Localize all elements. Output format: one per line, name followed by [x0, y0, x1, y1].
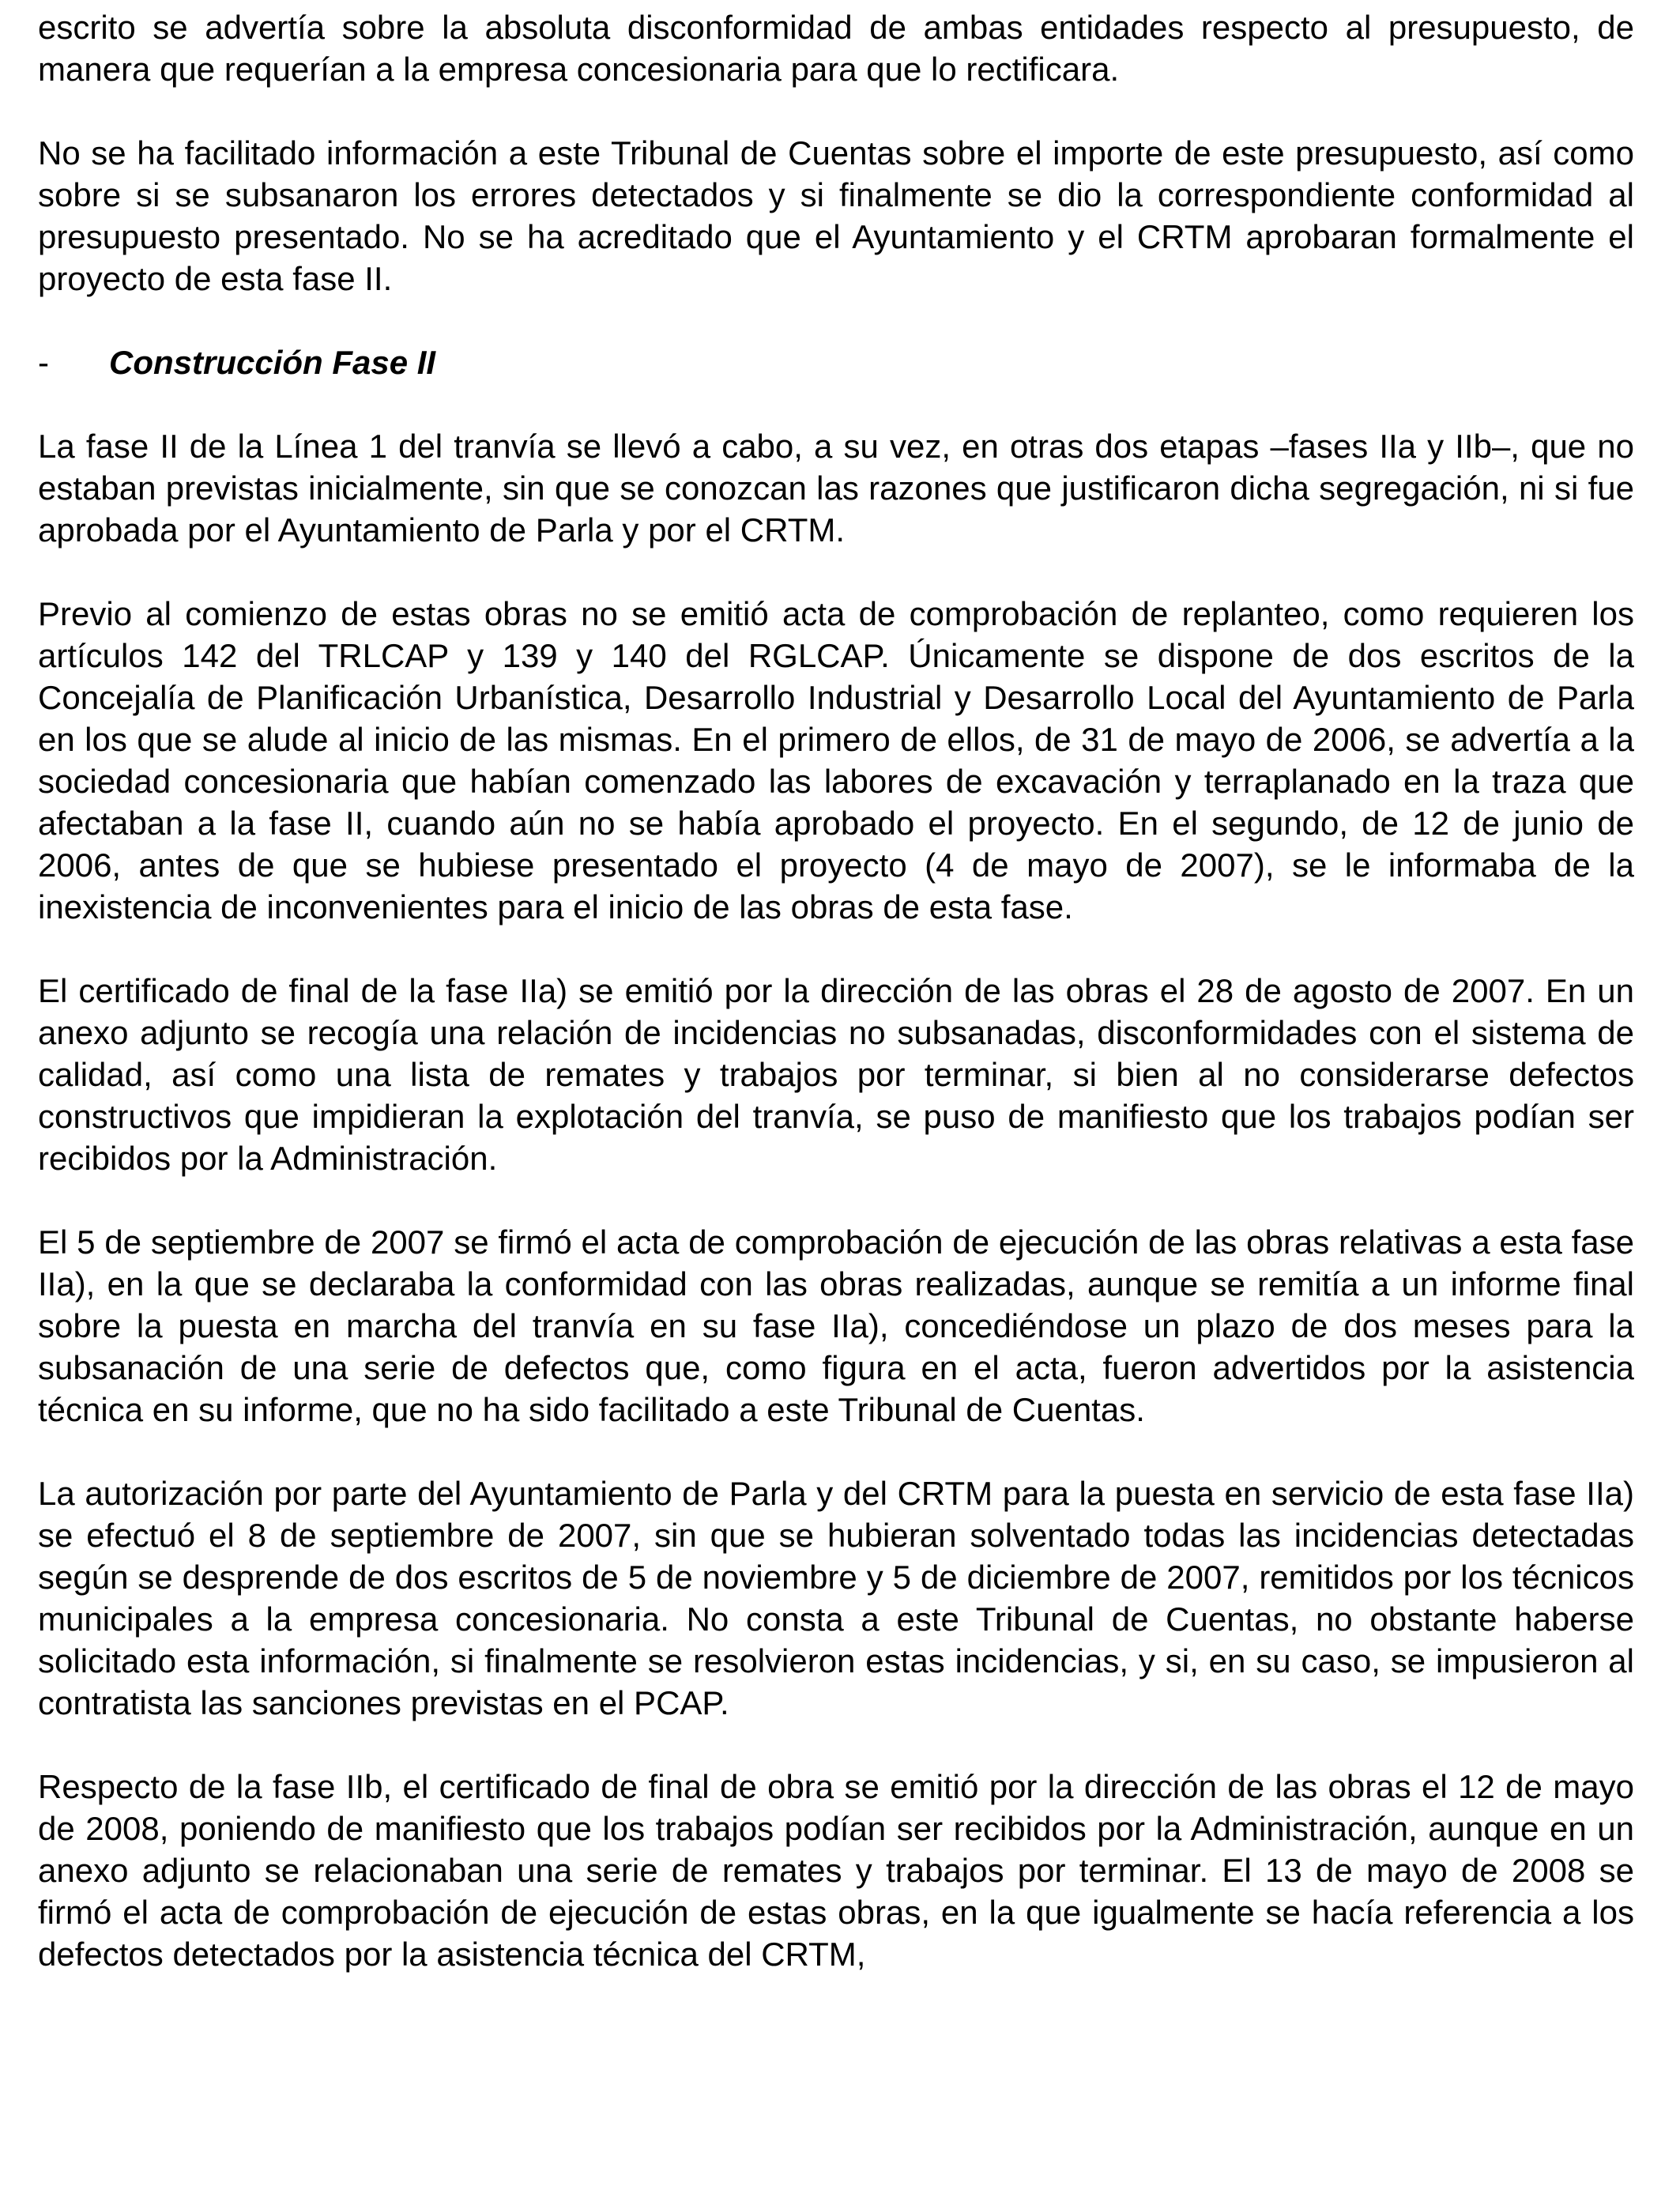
paragraph-budget-disconformity: escrito se advertía sobre la absoluta disconformidad de ambas entidades respecto al presupuesto, de manera que requerían a la empresa concesionaria para que lo rectificara.: [38, 9, 1634, 88]
dash-bullet: -: [38, 344, 49, 381]
paragraph-phase-iib: Respecto de la fase IIb, el certificado de final de obra se emitió por la dirección de las obras el 12 de mayo de 2008, poniendo de manifiesto que los trabajos podían ser recibidos por la Administración, aunque en un anexo adjunto se relacionaban una serie de remates y trabajos por terminar. El 13 de mayo de 2008 se firmó el acta de comprobación de ejecución de estas obras, en la que igualmente se hacía referencia a los defectos detectados por la asistencia técnica del CRTM,: [38, 1768, 1634, 1973]
paragraph-no-replanteo: Previo al comienzo de estas obras no se emitió acta de comprobación de replanteo, como requieren los artículos 142 del TRLCAP y 139 y 140 del RGLCAP. Únicamente se dispone de dos escritos de la Concejalía de Planificación Urbanística, Desarrollo Industrial y Desarrollo Local del Ayuntamiento de Parla en los que se alude al inicio de las mismas. En el primero de ellos, de 31 de mayo de 2006, se advertía a la sociedad concesionaria que habían comenzado las labores de excavación y terraplanado en la traza que afectaban a la fase II, cuando aún no se había aprobado el proyecto. En el segundo, de 12 de junio de 2006, antes de que se hubiese presentado el proyecto (4 de mayo de 2007), se le informaba de la inexistencia de inconvenientes para el inicio de las obras de esta fase.: [38, 595, 1634, 925]
paragraph-acta-iia: El 5 de septiembre de 2007 se firmó el acta de comprobación de ejecución de las obras relativas a esta fase IIa), en la que se declaraba la conformidad con las obras realizadas, aunque se remitía a un informe final sobre la puesta en marcha del tranvía en su fase IIa), concediéndose un plazo de dos meses para la subsanación de una serie de defectos que, como figura en el acta, fueron advertidos por la asistencia técnica en su informe, que no ha sido facilitado a este Tribunal de Cuentas.: [38, 1223, 1634, 1428]
paragraph-phase-split: La fase II de la Línea 1 del tranvía se llevó a cabo, a su vez, en otras dos etapas –fases IIa y IIb–, que no estaban previstas inicialmente, sin que se conozcan las razones que justificaron dicha segregación, ni si fue aprobada por el Ayuntamiento de Parla y por el CRTM.: [38, 428, 1634, 548]
document-page: [38, 6, 1634, 2017]
paragraph-certificate-iia: El certificado de final de la fase IIa) se emitió por la dirección de las obras el 28 de agosto de 2007. En un anexo adjunto se recogía una relación de incidencias no subsanadas, disconformidades con el sistema de calidad, así como una lista de remates y trabajos por terminar, si bien al no considerarse defectos constructivos que impidieran la explotación del tranvía, se puso de manifiesto que los trabajos podían ser recibidos por la Administración.: [38, 972, 1634, 1177]
section-heading: [38, 341, 1634, 383]
section-title: Construcción Fase II: [109, 344, 436, 381]
paragraph-no-information: No se ha facilitado información a este Tribunal de Cuentas sobre el importe de este presupuesto, así como sobre si se subsanaron los errores detectados y si finalmente se dio la correspondiente conformidad al presupuesto presentado. No se ha acreditado que el Ayuntamiento y el CRTM aprobaran formalmente el proyecto de esta fase II.: [38, 134, 1634, 297]
paragraph-authorization-iia: La autorización por parte del Ayuntamiento de Parla y del CRTM para la puesta en servicio de esta fase IIa) se efectuó el 8 de septiembre de 2007, sin que se hubieran solventado todas las incidencias detectadas según se desprende de dos escritos de 5 de noviembre y 5 de diciembre de 2007, remitidos por los técnicos municipales a la empresa concesionaria. No consta a este Tribunal de Cuentas, no obstante haberse solicitado esta información, si finalmente se resolvieron estas incidencias, y si, en su caso, se impusieron al contratista las sanciones previstas en el PCAP.: [38, 1475, 1634, 1721]
